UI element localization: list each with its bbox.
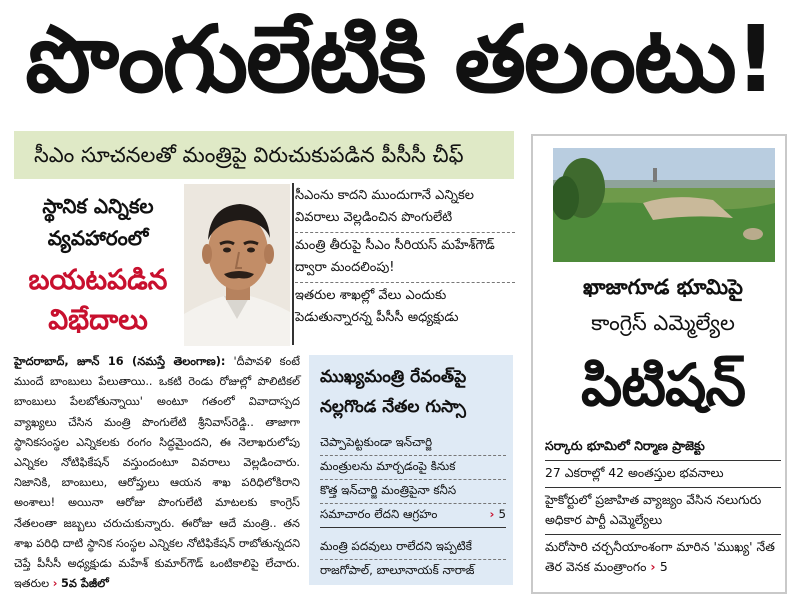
right-bullet: సర్కారు భూమిలో నిర్మాణ ప్రాజెక్టు	[545, 434, 781, 461]
right-bullet	[545, 535, 781, 581]
page-ref-arrow-icon: › 5	[650, 559, 668, 574]
continue-arrow-icon: ›	[52, 577, 58, 591]
continued-label[interactable]: 5వ పేజీలో	[61, 577, 109, 591]
dateline: హైదరాబాద్, జూన్ 16 (నమస్తే తెలంగాణ):	[14, 355, 226, 368]
side-title-line-2: వ్యవహారంలో	[47, 226, 149, 250]
land-photo	[553, 148, 775, 262]
sidebar-line: చెప్పాపెట్టకుండా ఇన్‌చార్జి	[320, 432, 506, 456]
sidebar-line: రాజగోపాల్, బాలూనాయక్ నారాజ్	[320, 563, 475, 577]
right-bullet: 27 ఎకరాల్లో 42 అంతస్తుల భవనాలు	[545, 461, 781, 488]
minister-photo	[184, 184, 290, 346]
side-title-line-1: స్థానిక ఎన్నికల	[42, 194, 154, 218]
side-title-line-3: బయటపడిన	[28, 263, 168, 296]
headline: పొంగులేటికి తలంటు!	[25, 6, 775, 113]
right-title-line-2: కాంగ్రెస్ ఎమ్మెల్యేల	[591, 311, 735, 335]
page-ref-arrow-icon: › 5	[489, 507, 506, 521]
sidebar-line-text: సమాచారం లేదని ఆగ్రహం	[320, 507, 438, 521]
subhead-bar: సీఎం సూచనలతో మంత్రిపై విరుచుకుపడిన పీసీసీ చీఫ్	[14, 131, 514, 179]
side-title-red	[14, 260, 182, 340]
summary-bullet: మంత్రి తీరుపై సీఎం సీరియస్ మహేశ్‌గౌడ్ ద్వారా మందలింపు!	[295, 233, 515, 283]
right-bullet: హైకోర్టులో ప్రజాహిత వ్యాజ్యం వేసిన నలుగురు అధికార పార్టీ ఎమ్మెల్యేలు	[545, 488, 781, 535]
side-title-line-4: విభేదాలు	[48, 303, 148, 336]
summary-bullets	[295, 183, 515, 332]
sidebar-line: మంత్రులను మార్చడంపై కినుక	[320, 456, 506, 480]
sidebar-box-body	[320, 432, 506, 583]
sidebar-line	[320, 504, 506, 528]
sidebar-line: మంత్రి పదవులు రాలేదని ఇప్పటికే	[320, 536, 506, 560]
page-ref[interactable]: 5	[498, 507, 506, 521]
right-bullet-text: మరోసారి చర్చనీయాంశంగా మారిన 'ముఖ్య' నేత తెర వెనక మంత్రాంగం	[545, 539, 775, 574]
side-title-black	[14, 190, 182, 254]
summary-bullet: సీఎంను కాదని ముందుగానే ఎన్నికల వివరాలు వెల్లడించిన పొంగులేటి	[295, 183, 515, 233]
column-divider	[292, 183, 294, 345]
article-body	[14, 352, 300, 594]
article-text: 'దీపావళి కంటే ముందే బాంబులు పేలుతాయి.. ఒకటి రెండు రోజుల్లో పొలిటికల్ బాంబులు పేలబోతున్నాయి' అంటూ గతంలో వివాదాస్పద వ్యాఖ్యలు చేసిన మంత్రి పొంగులేటి శ్రీనివాస్‌రెడ్డి.. తాజాగా స్థానికసంస్థల ఎన్నికలకు రంగం సిద్ధమైందని, ఈ నెలాఖరులోపు ఎన్నికల నోటిఫికేషన్ వస్తుందంటూ వివరాలు వెల్లడించారు. నిజానికి, బాంబులు, ఆరోప్తులు ఆయన శాఖ పరిధిలోకిరాని అంశాలు! అయినా ఆరోజు పొంగులేటి మాటలకు కాంగ్రెస్ నేతలంతా జబ్బలు చరుచుకున్నారు. ఈరోజు ఆదే మంత్రి.. తన శాఖ పరిధి దాటి స్థానిక సంస్థల ఎన్నికల నోటిఫికేషన్ రాబోతున్నదని చెప్తే పీసీసీ అధ్యక్షుడు మహేశ్‌ కుమార్‌గౌడ్ ఒంటికాలిపై లేచారు. ఇతరుల	[14, 355, 300, 591]
sidebar-line: కొత్త ఇన్‌చార్జి మంత్రిపైనా కనీస	[320, 480, 506, 504]
summary-bullet: ఇతరుల శాఖల్లో వేలు ఎందుకు పెడుతున్నారన్న పీసీసీ అధ్యక్షుడు	[295, 288, 459, 325]
right-bullets	[545, 434, 781, 581]
sidebar-box-title: ముఖ్యమంత్రి రేవంత్‌పై నల్లగొండ నేతల గుస్సా	[320, 367, 467, 417]
right-big-word: పిటిషన్	[580, 351, 746, 419]
right-title-line-1: ఖాజాగూడ భూమిపై	[583, 275, 743, 299]
page-ref[interactable]: 5	[659, 559, 668, 574]
